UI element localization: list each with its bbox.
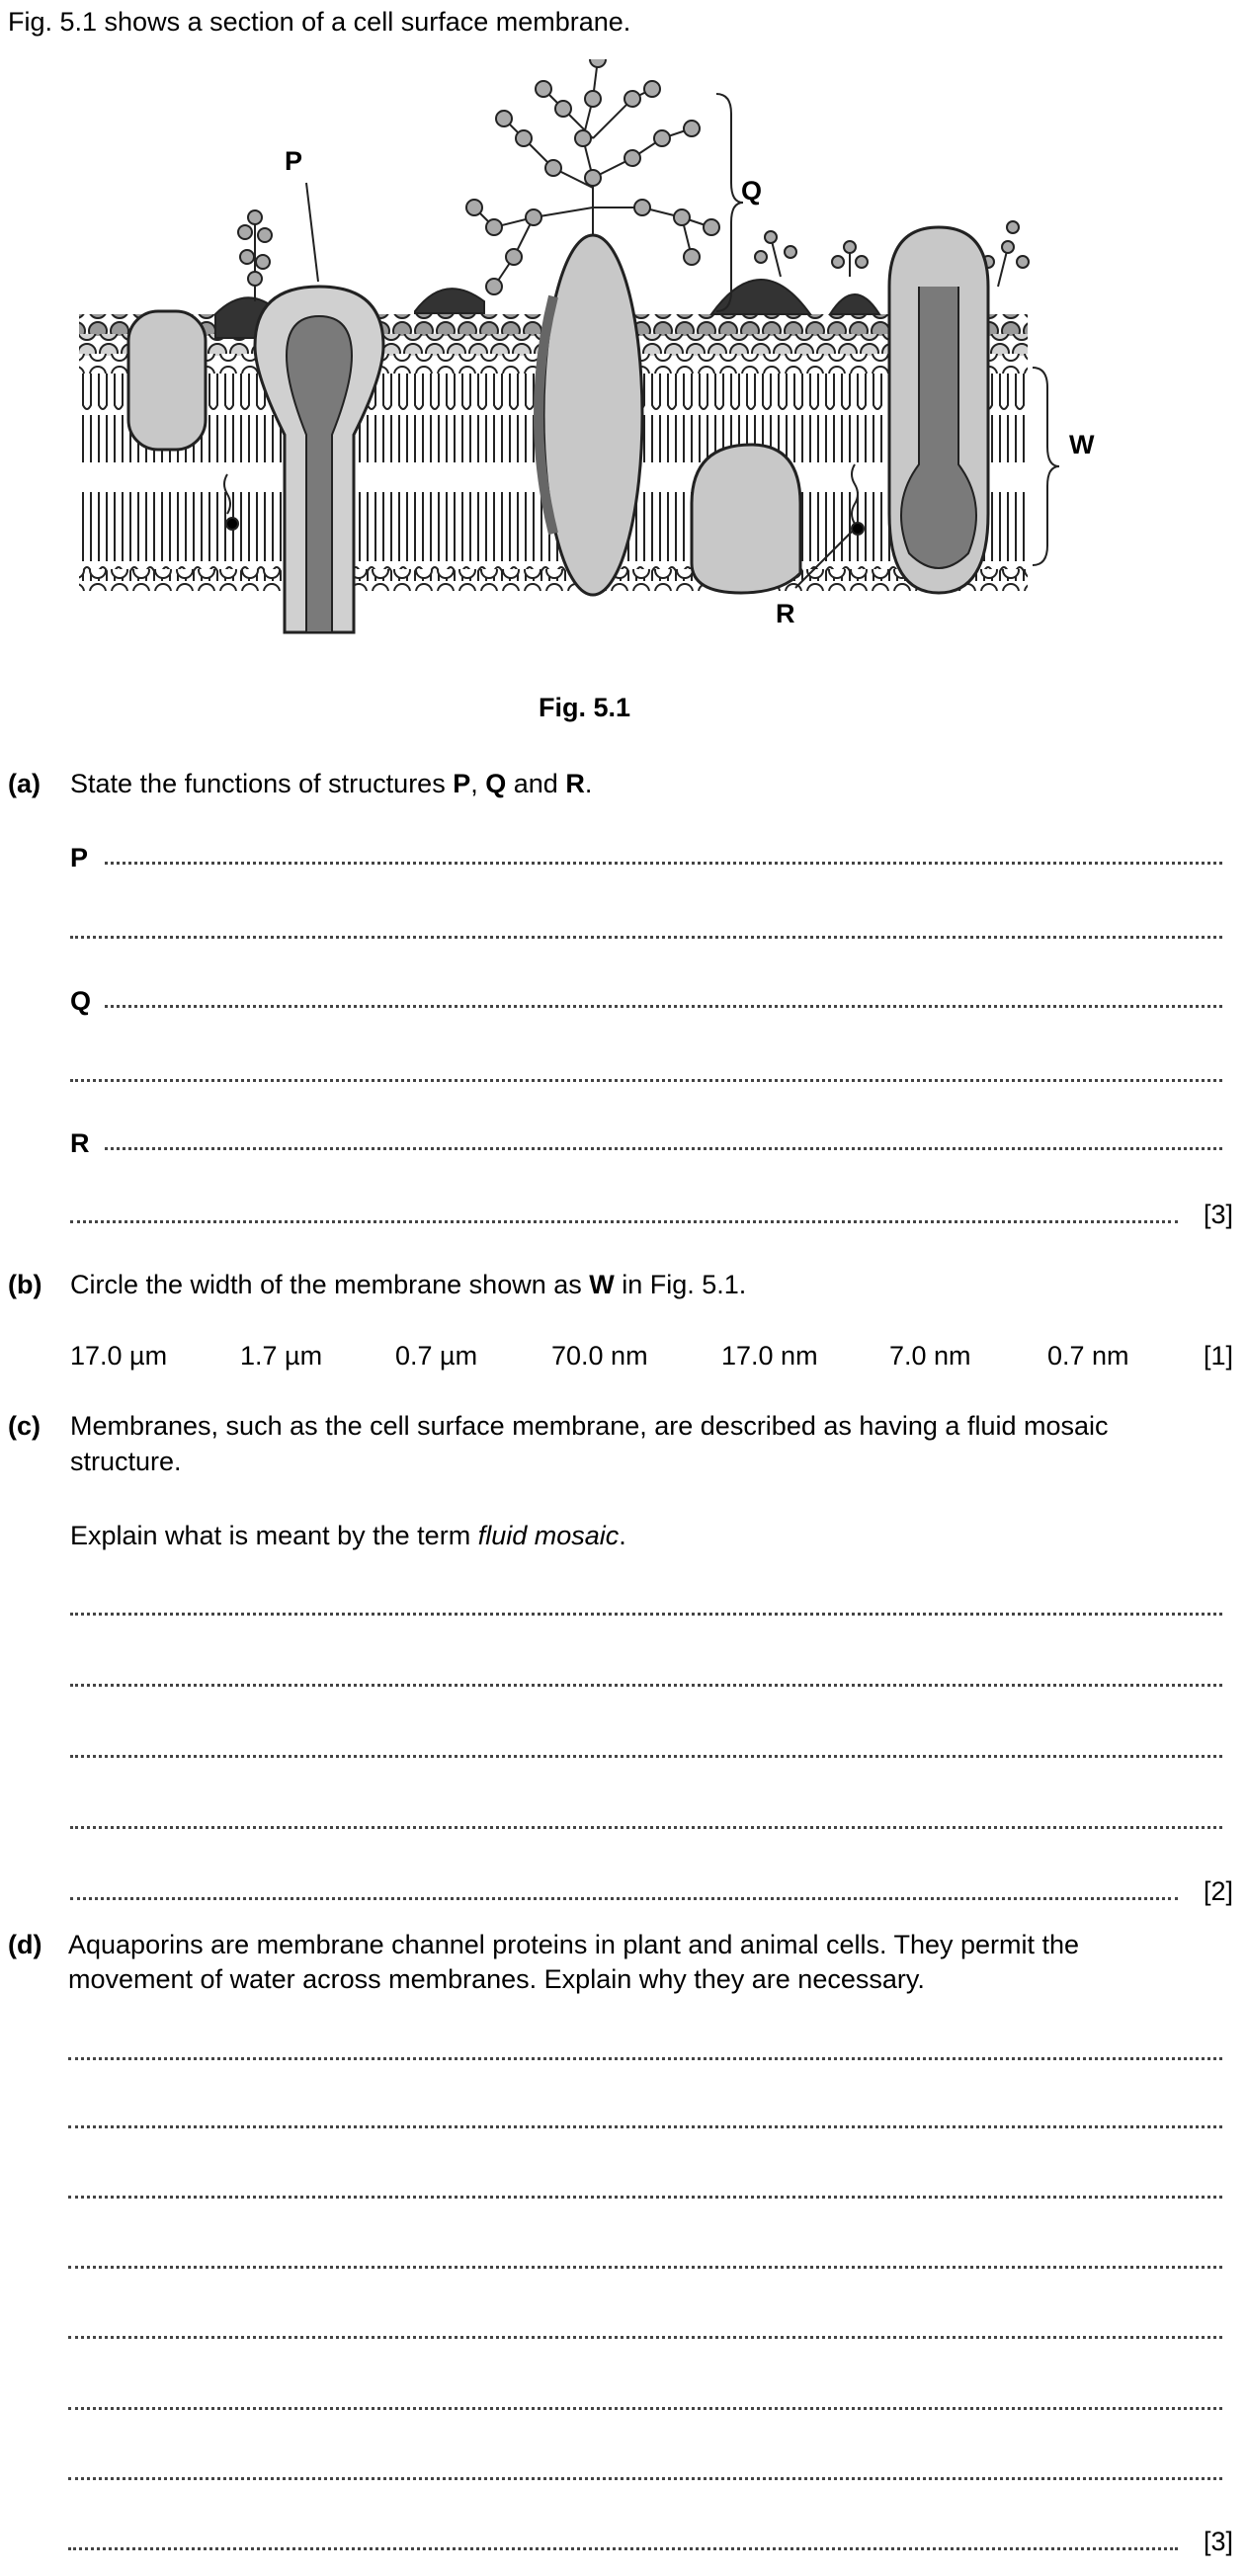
part-c-line-2: structure. <box>70 1447 182 1476</box>
part-a-marks: [3] <box>1203 1200 1233 1229</box>
answer-line-d-4[interactable] <box>68 2266 1222 2269</box>
answer-line-q-1[interactable] <box>105 1005 1222 1008</box>
figure-label-q: Q <box>741 176 763 206</box>
part-c-number: (c) <box>8 1411 41 1441</box>
q-brace <box>716 94 743 311</box>
part-c-explain: Explain what is meant by the term fluid mosaic. <box>70 1521 626 1550</box>
answer-label-q: Q <box>70 986 92 1016</box>
width-option-2[interactable]: 1.7 µm <box>240 1341 323 1371</box>
answer-line-c-5[interactable] <box>70 1897 1178 1900</box>
part-a-number: (a) <box>8 769 41 798</box>
w-brace <box>1033 368 1059 565</box>
answer-line-d-7[interactable] <box>68 2477 1222 2480</box>
glycoprotein-q <box>543 235 642 595</box>
width-option-7[interactable]: 0.7 nm <box>1047 1341 1129 1371</box>
answer-line-d-3[interactable] <box>68 2196 1222 2199</box>
figure-label-p: P <box>285 146 303 176</box>
answer-line-d-1[interactable] <box>68 2057 1222 2060</box>
part-d-line-1: Aquaporins are membrane channel proteins in plant and animal cells. They permit the <box>68 1930 1080 1959</box>
width-option-5[interactable]: 17.0 nm <box>721 1341 818 1371</box>
glycolipid-left <box>238 210 272 301</box>
part-a-question: State the functions of structures P, Q and R. <box>70 769 593 798</box>
answer-label-r: R <box>70 1128 90 1158</box>
figure-caption: Fig. 5.1 <box>539 693 631 722</box>
part-c-marks: [2] <box>1203 1876 1233 1906</box>
answer-line-c-2[interactable] <box>70 1684 1222 1687</box>
answer-line-c-1[interactable] <box>70 1613 1222 1616</box>
answer-line-p-1[interactable] <box>105 862 1222 865</box>
part-b-marks: [1] <box>1203 1341 1233 1371</box>
cell-membrane-diagram <box>0 59 1247 731</box>
part-b-question: Circle the width of the membrane shown as W in Fig. 5.1. <box>70 1270 747 1299</box>
answer-line-r-1[interactable] <box>105 1147 1222 1150</box>
answer-line-c-3[interactable] <box>70 1755 1222 1758</box>
answer-line-d-2[interactable] <box>68 2125 1222 2128</box>
figure-label-r: R <box>776 599 795 628</box>
protein-left <box>128 311 206 450</box>
answer-line-d-8[interactable] <box>68 2547 1178 2550</box>
part-d-number: (d) <box>8 1930 42 1959</box>
answer-line-r-2[interactable] <box>70 1220 1178 1223</box>
answer-line-q-2[interactable] <box>70 1079 1222 1082</box>
answer-line-p-2[interactable] <box>70 936 1222 939</box>
part-b-number: (b) <box>8 1270 42 1299</box>
answer-line-d-5[interactable] <box>68 2336 1222 2339</box>
intro-text: Fig. 5.1 shows a section of a cell surface membrane. <box>8 7 631 37</box>
width-option-3[interactable]: 0.7 µm <box>395 1341 478 1371</box>
answer-label-p: P <box>70 843 89 873</box>
width-option-1[interactable]: 17.0 µm <box>70 1341 168 1371</box>
width-option-6[interactable]: 7.0 nm <box>889 1341 971 1371</box>
width-option-4[interactable]: 70.0 nm <box>551 1341 648 1371</box>
figure-label-w: W <box>1069 430 1095 459</box>
part-d-line-2: movement of water across membranes. Explain why they are necessary. <box>68 1964 925 1994</box>
part-d-marks: [3] <box>1203 2527 1233 2556</box>
inner-phosphate-heads <box>79 569 1028 591</box>
part-c-line-1: Membranes, such as the cell surface membrane, are described as having a fluid mosaic <box>70 1411 1109 1441</box>
answer-line-d-6[interactable] <box>68 2407 1222 2410</box>
answer-line-c-4[interactable] <box>70 1826 1222 1829</box>
